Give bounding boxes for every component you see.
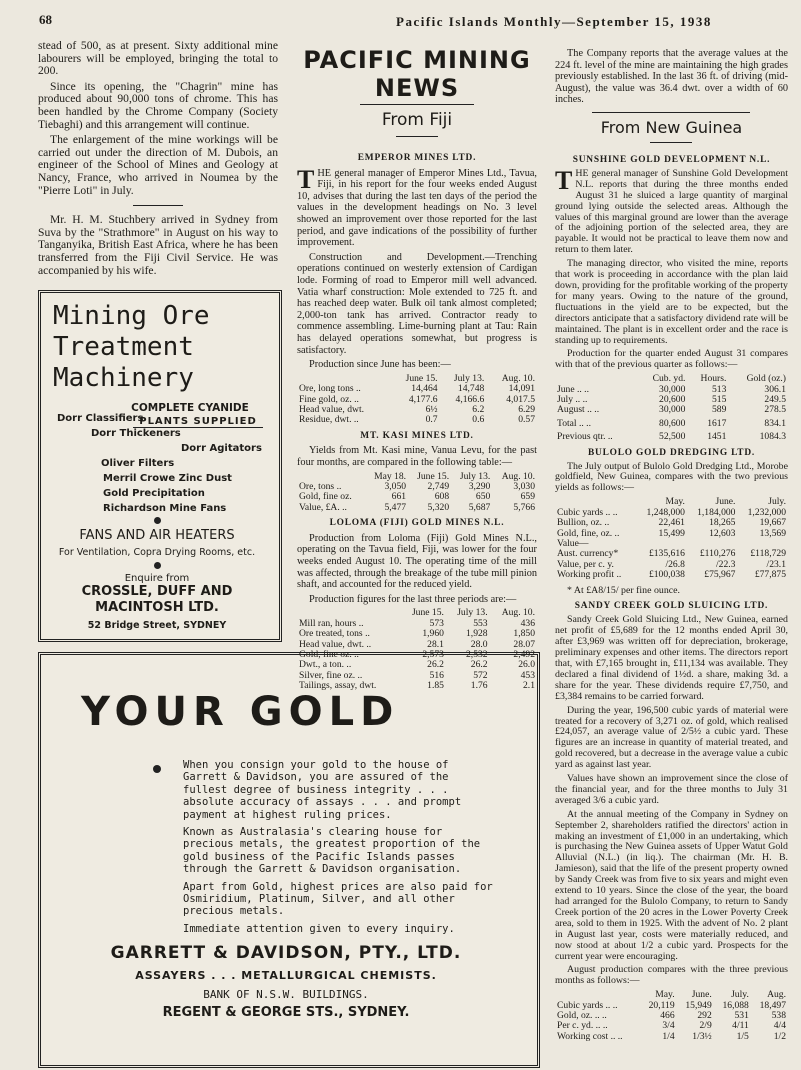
ad-title (53, 301, 279, 394)
table-row: Mill ran, hours .. 573 553 436 (299, 617, 535, 629)
ad-firm: GARRETT & DAVIDSON, PTY., LTD. (110, 943, 462, 963)
article-paragraph (297, 164, 537, 249)
article-paragraph: Yields from Mt. Kasi mine, Vanua Levu, for the past four months, are compared in the following table:— (297, 445, 537, 468)
section-title: PACIFIC MINING NEWS (303, 46, 531, 102)
article-heading: BULOLO GOLD DREDGING LTD. (587, 447, 756, 458)
article-text: HE general manager of Sunshine Gold Development N.L. reports that during the three months ended August 31 he sluiced a large quantity of marginal ground lying outside the selected areas. Although the values of this marginal ground are lower than the average of the adjoining portion of the selected area, they are payable. It would not be practical to leave them now and return to them later. (555, 167, 788, 256)
table-row: August .. .. 30,000 589 278.5 (557, 404, 786, 416)
ad-title-line: Machinery (53, 363, 194, 393)
divider (360, 104, 474, 105)
ad-tagline: COMPLETE CYANIDE (131, 402, 249, 414)
ad-fans-sub: For Ventilation, Copra Drying Rooms, etc. (58, 547, 256, 558)
table-footnote: * At £A8/15/ per fine ounce. (567, 584, 680, 596)
table-row: Gold, oz. .. .. 466 292 531 538 (557, 1010, 786, 1022)
table-row: Head value, dwt. .. 28.1 28.0 28.07 (299, 638, 535, 650)
bulolo-table: May. June. July. Cubic yards .. .. 1,248,000 1,184,000 1,232,000 Bullion, oz. .. 22,461 18,265 19,667 Gold, fine, oz. .. 15,499 12,603 13,569 Value— Aust. currency* £135,616 £110,276 £118,729 Value, per c. y. /26.8 /22.3 /23.1 Working profit .. £100,038 £75,967 £77,875 (557, 496, 786, 581)
table-row: Ore, long tons .. 14,464 14,748 14,091 (299, 383, 535, 395)
article-paragraph: Production for the quarter ended August 31 compares with that of the previous quarter as follows:— (555, 348, 788, 371)
kasi-table: May 18. June 15. July 13. Aug. 10. Ore, tons .. 3,050 2,749 3,290 3,030 Gold, fine oz. 661 608 650 659 Value, £A. .. 5,477 5,320 5,687 5,766 (299, 470, 535, 513)
left-paragraph: Since its opening, the "Chagrin" mine has produced about 90,000 tons of chrome. This has been handled by the Chrome Company (Society Tiebaghi) and this arrangement will continue. (38, 79, 278, 131)
article-paragraph: At the annual meeting of the Company in Sydney on September 2, shareholders ratified the directors' action in making an investment of £1,000 in an undertaking, which is purchasing the New Guinea assets of Upper Watut Gold Alluvial (N.L.) (in liq.). The chairman (Mr. H. B. Jamieson), said that the life of the present property owned by Sandy Creek was from five to six years and might even extend to 10 years. Since the close of the year, the board had arranged for the Bulolo Company, to return to Sandy Creek portion of the 20 acres in the Lower Poverty Creek area, sold to them in 1925. With the advent of No. 2 plant in August last year, costs were materially reduced, and now stood at about 1/2 a cubic yard. Prospects for the current year were encouraging. (555, 808, 788, 962)
divider (650, 142, 692, 143)
article-paragraph (555, 165, 788, 256)
ad-title-line: Mining Ore (53, 301, 210, 331)
article-paragraph: Production since June has been:— (309, 359, 451, 371)
emperor-table (297, 374, 537, 426)
ad-title-line: Treatment (53, 332, 194, 362)
article-heading: LOLOMA (FIJI) GOLD MINES N.L. (329, 518, 505, 529)
page-number: 68 (39, 12, 52, 27)
right-column (555, 150, 788, 1047)
drop-cap: T (555, 165, 573, 195)
table-row: Head value, dwt. 6½ 6.2 6.29 (299, 403, 535, 415)
table-row: Dwt., a ton. .. 26.2 26.2 26.0 (299, 659, 535, 671)
sandy-table: May. June. July. Aug. Cubic yards .. .. 20,119 15,949 16,088 18,497 Gold, oz. .. .. 466 292 531 538 Per c. yd. .. .. 3/4 2/9 4/11 4/4 Working cost .. .. 1/4 1/3½ 1/5 1/2 (557, 989, 786, 1042)
left-column (38, 40, 278, 280)
bullet-icon (153, 765, 161, 773)
article-paragraph: The July output of Bulolo Gold Dredging Ltd., Morobe goldfield, New Guinea, compares with the two previous yields as follows:— (555, 460, 788, 494)
article-paragraph: The Company reports that the average values at the 224 ft. level of the mine are maintaining the high grades previously established. In the last 36 ft. of driving (mid-August), the value was 36.4 dwt. over a width of 60 inches. (555, 48, 788, 106)
article-heading: SUNSHINE GOLD DEVELOPMENT N.L. (572, 155, 771, 165)
ad-fans: FANS AND AIR HEATERS (79, 528, 235, 543)
left-paragraph: The enlargement of the mine workings will be carried out under the direction of M. Dubois, an engineer of the School of Mines and Geology at Nancy, France, who arrived in Noumea by the "Pierre Loti" in July. (38, 133, 278, 197)
article-paragraph: During the year, 196,500 cubic yards of material were treated for a recovery of 3,271 oz. of gold, which realised £24,057, an average value of 2/5½ a cubic yard. These figures are an increase in quantity of material treated, and gold recovered, but a decrease in the average value a cubic yard as against last year. (555, 704, 788, 771)
divider (133, 205, 183, 206)
ad-product: Dorr Classifiers (57, 413, 144, 424)
table-row: Aust. currency* £135,616 £110,276 £118,729 (557, 548, 786, 560)
drop-cap: T (297, 164, 315, 194)
article-paragraph: Values have shown an improvement since the close of the financial year, and for the three months to July 31 averaged 3/6 a cubic yard. (555, 773, 788, 806)
left-paragraph: Mr. H. M. Stuchbery arrived in Sydney from Suva by the "Strathmore" in August on his way to Tanganyika, British East Africa, where he has been transferred from the Fiji Civil Service. He was accompanied by his wife. (38, 213, 278, 277)
section-subtitle: From New Guinea (600, 118, 743, 137)
table-row: Gold, fine, oz. .. 15,499 12,603 13,569 (557, 527, 786, 539)
column-header: Aug. 10. (501, 372, 535, 384)
running-header: Pacific Islands Monthly—September 15, 1938 (396, 14, 712, 29)
article-heading: SANDY CREEK GOLD SLUICING LTD. (574, 601, 769, 612)
article-paragraph: Production from Loloma (Fiji) Gold Mines N.L., operating on the Tavua field, Fiji, was lower for the four weeks ended August 10. The operating time of the mill was affected, through the breakage of the tube mill pinion shaft, and accounted for the reduced yield. (297, 532, 537, 591)
table-row: June .. .. 30,000 513 306.1 (557, 383, 786, 395)
table-row: Value, per c. y. /26.8 /22.3 /23.1 (557, 558, 786, 570)
ad-product: Merril Crowe Zinc Dust (103, 473, 232, 484)
right-column-top (555, 48, 788, 109)
table-row: Working profit .. £100,038 £75,967 £77,875 (557, 569, 786, 581)
table-row: Silver, fine oz. .. 516 572 453 (299, 669, 535, 681)
ad-product: Oliver Filters (101, 458, 175, 469)
ad-line: ASSAYERS . . . METALLURGICAL CHEMISTS. (135, 969, 437, 982)
article-heading: EMPEROR MINES LTD. (357, 153, 477, 163)
bullet-icon (154, 562, 161, 569)
loloma-table: June 15. July 13. Aug. 10. Mill ran, hours .. 573 553 436 Ore treated, tons .. 1,960 1,928 1,850 Head value, dwt. .. 28.1 28.0 28.07 Gold, fine oz. .. 2,573 2,532 2,492 Dwt., a ton. .. 26.2 26.2 26.0 Silver, fine oz. .. 516 572 453 Tailings, assay, dwt. 1.85 1.76 2.1 (299, 607, 535, 692)
ad-product: Richardson Mine Fans (103, 503, 227, 514)
article-paragraph: The managing director, who visited the mine, reports that work is proceeding in accordance with the plan laid down, providing for the profitable working of the property for many years. Owing to the nature of the ground, fluctuations in the yield are to be expected, but the directors anticipate that a satisfactory dividend rate will be maintained. The plant is in excellent order and the race is standing up to requirements. (555, 258, 788, 346)
table-row: Tailings, assay, dwt. 1.85 1.76 2.1 (299, 680, 535, 692)
ad-firm: CROSSLE, DUFF AND (81, 584, 233, 599)
ad-line: REGENT & GEORGE STS., SYDNEY. (162, 1005, 410, 1020)
ad-paragraph: When you consign your gold to the house of Garrett & Davidson, you are assured of the fullest degree of business integrity . . . absolute accuracy of assays . . . and prompt payment at highest ruling prices. (183, 759, 462, 821)
table-row: Ore treated, tons .. 1,960 1,928 1,850 (299, 628, 535, 640)
ad-address: 52 Bridge Street, SYDNEY (87, 620, 227, 631)
table-previous-row: Previous qtr. .. 52,500 1451 1084.3 (557, 431, 786, 443)
table-row: Gold, fine oz. 661 608 650 659 (299, 491, 535, 503)
sunshine-table: Cub. yd. Hours. Gold (oz.) June .. .. 30,000 513 306.1 July .. .. 20,600 515 249.5 August .. .. 30,000 589 278.5 Total .. .. 80,600 1617 834.1 Previous qtr. .. 52,500 1451 1084.3 (557, 373, 786, 443)
table-row: Value, £A. .. 5,477 5,320 5,687 5,766 (299, 501, 535, 513)
article-paragraph: Construction and Development.—Trenching operations continued on westerly extension of Cardigan lode. Forming of road to Emperor mill well advanced. Vatia wharf construction: Mole extended to 725 ft. and has reached deep water. Bulk oil tank almost completed; 2,000-ton tank has arrived. Contractor ready to commence assembling. Lime-burning plant at Tau: Rain has delayed operations somewhat, but progress is satisfactory. (297, 251, 537, 356)
ad-headline: YOUR GOLD (81, 689, 400, 735)
table-row: Working cost .. .. 1/4 1/3½ 1/5 1/2 (557, 1030, 786, 1042)
ad-paragraph: Immediate attention given to every inquiry. (183, 922, 455, 935)
ad-fans-block (41, 513, 273, 631)
ad-paragraph: Apart from Gold, highest prices are also paid for Osmiridium, Platinum, Silver, and all other precious metals. (183, 880, 493, 918)
bullet-icon (154, 517, 161, 524)
article-paragraph: August production compares with the three previous months as follows:— (555, 964, 788, 987)
article-paragraph: Production figures for the last three periods are:— (309, 593, 517, 605)
ad-line: BANK OF N.S.W. BUILDINGS. (203, 988, 369, 1001)
machinery-advertisement (38, 290, 282, 642)
middle-column (297, 148, 537, 697)
ad-product: Dorr Agitators (181, 443, 262, 454)
ad-product: Gold Precipitation (103, 488, 205, 499)
ad-tagline: PLANTS SUPPLIED (133, 416, 263, 428)
ad-product-list (41, 411, 273, 516)
table-row: Cubic yards .. .. 1,248,000 1,184,000 1,232,000 (557, 506, 786, 518)
table-row: Value— (557, 537, 589, 549)
left-paragraph: stead of 500, as at present. Sixty additional mine labourers will be employed, bringing the total to 200. (38, 39, 278, 78)
table-row: Per c. yd. .. .. 3/4 2/9 4/11 4/4 (557, 1020, 786, 1032)
section-subtitle: From Fiji (381, 110, 453, 130)
table-row: Bullion, oz. .. 22,461 18,265 19,667 (557, 517, 786, 529)
ad-body (183, 759, 493, 940)
ad-firm-block (41, 943, 531, 1020)
table-row: July .. .. 20,600 515 249.5 (557, 394, 786, 406)
column-header: July 13. (453, 372, 485, 384)
article-paragraph: Sandy Creek Gold Sluicing Ltd., New Guinea, earned net profit of £5,689 for the 12 months ended April 30, after £3,969 was written off for depreciation, brokerage, preliminary expenses and other items. The directors report that, with £7,165 brought in, £11,134 was available. They declared a final dividend of 1½d. a share, making 3d. a share for the year. These dividends require £7,750, and £3,384 remains to be carried forward. (555, 614, 788, 702)
ad-product: Dorr Thickeners (91, 428, 181, 439)
column-header: June 15. (405, 372, 438, 384)
table-row: Residue, dwt. .. 0.7 0.6 0.57 (299, 414, 535, 426)
article-text: HE general manager of Emperor Mines Ltd., Tavua, Fiji, in his report for the four weeks ended August 10, advises that during the last ten days of the period the values in the development headings on No. 3 level showed an improvement over those reported for the last period, and gave indications of the possibility of further improvement. (297, 167, 537, 249)
table-row: Ore, tons .. 3,050 2,749 3,290 3,030 (299, 480, 535, 492)
table-row: Gold, fine oz. .. 2,573 2,532 2,492 (299, 648, 535, 660)
article-heading: MT. KASI MINES LTD. (360, 430, 474, 441)
divider (592, 112, 750, 113)
ad-enquire: Enquire from (124, 573, 190, 584)
table-total-row: Total .. .. 80,600 1617 834.1 (557, 417, 786, 429)
ad-firm: MACINTOSH LTD. (95, 600, 219, 615)
divider (396, 136, 438, 137)
table-row: Cubic yards .. .. 20,119 15,949 16,088 18,497 (557, 999, 786, 1011)
ad-paragraph: Known as Australasia's clearing house for precious metals, the greatest proportion of the gold business of the Pacific Islands passes through the Garrett & Davidson organisation. (183, 826, 481, 876)
table-row: Fine gold, oz. .. 4,177.6 4,166.6 4,017.5 (299, 393, 535, 405)
